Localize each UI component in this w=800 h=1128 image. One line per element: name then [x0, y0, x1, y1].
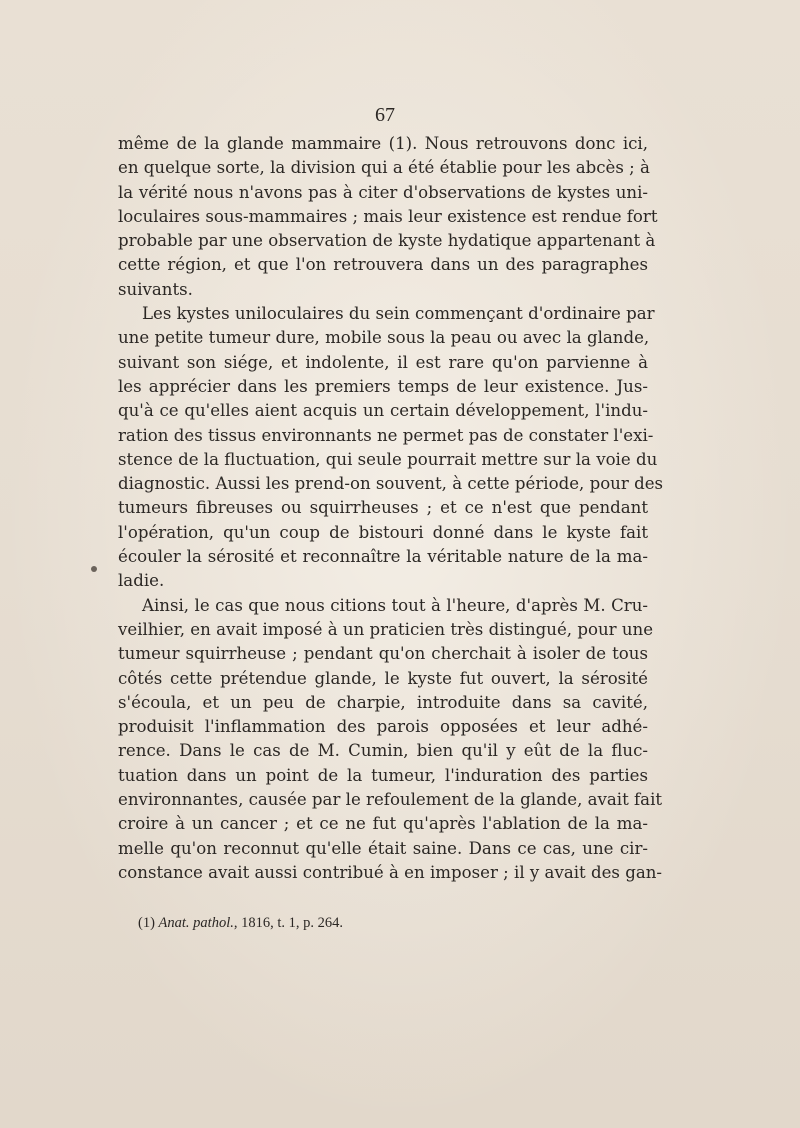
- text-line: s'écoula, et un peu de charpie, introduite dans sa cavité,: [118, 692, 648, 712]
- paragraph-2: [118, 302, 664, 594]
- text-line: en quelque sorte, la division qui a été établie pour les abcès ; à: [118, 158, 650, 178]
- text-line: probable par une observation de kyste hydatique appartenant à: [118, 231, 656, 251]
- text-line: côtés cette prétendue glande, le kyste fut ouvert, la sérosité: [118, 668, 648, 688]
- text-line: tumeurs fibreuses ou squirrheuses ; et ce n'est que pendant: [118, 498, 648, 518]
- text-line: rence. Dans le cas de M. Cumin, bien qu'il y eût de la fluc-: [118, 741, 648, 761]
- text-line: une petite tumeur dure, mobile sous la peau ou avec la glande,: [118, 328, 650, 348]
- text-line: la vérité nous n'avons pas à citer d'observations de kystes uni-: [118, 182, 648, 202]
- text-line: même de la glande mammaire (1). Nous retrouvons donc ici,: [118, 134, 648, 153]
- text-line: suivants.: [118, 279, 193, 299]
- footnote-marker: (1): [138, 915, 155, 931]
- text-line: suivant son siége, et indolente, il est rare qu'on parvienne à: [118, 352, 648, 372]
- text-line: Les kystes uniloculaires du sein commençant d'ordinaire par: [142, 304, 655, 324]
- text-line: environnantes, causée par le refoulement de la glande, avait fait: [118, 790, 663, 810]
- text-line: constance avait aussi contribué à en imposer ; il y avait des gan-: [118, 862, 663, 882]
- text-line: écouler la sérosité et reconnaître la véritable nature de la ma-: [118, 547, 648, 567]
- text-line: melle qu'on reconnut qu'elle était saine. Dans ce cas, une cir-: [118, 838, 648, 858]
- footnote: [138, 915, 343, 932]
- text-line: stence de la fluctuation, qui seule pourrait mettre sur la voie du: [118, 449, 658, 469]
- text-line: qu'à ce qu'elles aient acquis un certain développement, l'indu-: [118, 401, 648, 421]
- text-line: tumeur squirrheuse ; pendant qu'on cherchait à isoler de tous: [118, 644, 648, 664]
- text-line: diagnostic. Aussi les prend-on souvent, à cette période, pour des: [118, 474, 664, 494]
- paragraph-3: [118, 594, 663, 886]
- text-line: tuation dans un point de la tumeur, l'induration des parties: [118, 765, 648, 785]
- text-line: l'opération, qu'un coup de bistouri donné dans le kyste fait: [118, 522, 648, 542]
- text-line: Ainsi, le cas que nous citions tout à l'heure, d'après M. Cru-: [142, 595, 648, 615]
- text-line: croire à un cancer ; et ce ne fut qu'après l'ablation de la ma-: [118, 814, 648, 834]
- text-line: cette région, et que l'on retrouvera dans un des paragraphes: [118, 255, 648, 275]
- page-number: 67: [375, 104, 395, 126]
- footnote-details: , 1816, t. 1, p. 264.: [233, 915, 344, 931]
- margin-ink-dot: [91, 566, 97, 572]
- body-text: [118, 132, 664, 885]
- text-line: produisit l'inflammation des parois opposées et leur adhé-: [118, 717, 648, 737]
- footnote-source: Anat. pathol.: [158, 915, 234, 931]
- text-line: veilhier, en avait imposé à un praticien très distingué, pour une: [118, 619, 654, 639]
- text-line: les apprécier dans les premiers temps de leur existence. Jus-: [118, 376, 648, 396]
- paragraph-1: [118, 132, 658, 302]
- text-line: ration des tissus environnants ne permet pas de constater l'exi-: [118, 425, 654, 445]
- text-line: loculaires sous-mammaires ; mais leur existence est rendue fort: [118, 206, 658, 226]
- text-line: ladie.: [118, 571, 165, 591]
